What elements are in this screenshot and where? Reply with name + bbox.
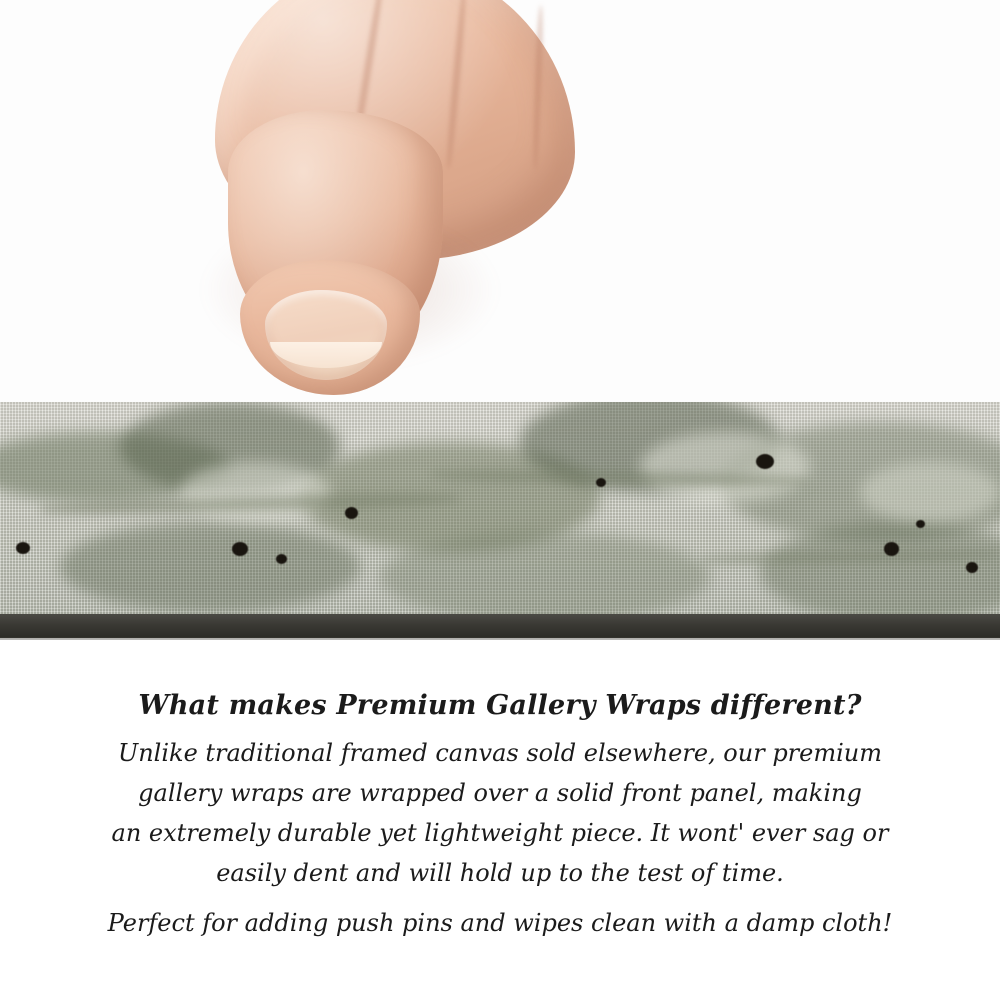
caption-heading: What makes Premium Gallery Wraps different? bbox=[138, 690, 862, 721]
knuckle-crease-2 bbox=[445, 0, 468, 170]
hand-pressing-finger bbox=[120, 0, 570, 430]
caption-block bbox=[0, 690, 1000, 943]
caption-line: Unlike traditional framed canvas sold elsewhere, our premium bbox=[117, 739, 882, 767]
paint-highlight bbox=[640, 432, 810, 502]
canvas-dark-spot bbox=[884, 542, 899, 556]
canvas-drop-shadow bbox=[0, 637, 1000, 640]
canvas-dark-spot bbox=[276, 554, 287, 564]
canvas-dark-spot bbox=[16, 542, 30, 554]
paint-highlight bbox=[180, 462, 330, 522]
paint-blotch bbox=[60, 522, 360, 612]
canvas-dark-spot bbox=[966, 562, 978, 573]
caption-line: easily dent and will hold up to the test of time. bbox=[216, 859, 784, 887]
canvas-dark-spot bbox=[232, 542, 248, 556]
gallery-wrap-canvas-edge bbox=[0, 402, 1000, 618]
caption-line: an extremely durable yet lightweight piece. It wont' ever sag or bbox=[111, 819, 889, 847]
paint-highlight bbox=[860, 462, 1000, 522]
caption-closing-line: Perfect for adding push pins and wipes clean with a damp cloth! bbox=[107, 909, 893, 937]
knuckle-crease-3 bbox=[532, 5, 544, 170]
canvas-dark-spot bbox=[756, 454, 774, 469]
canvas-dark-spot bbox=[916, 520, 925, 528]
canvas-side-edge bbox=[0, 614, 1000, 638]
paint-blotch bbox=[380, 532, 710, 618]
caption-line: gallery wraps are wrapped over a solid front panel, making bbox=[138, 779, 862, 807]
canvas-dark-spot bbox=[596, 478, 606, 487]
canvas-dark-spot bbox=[345, 507, 358, 519]
